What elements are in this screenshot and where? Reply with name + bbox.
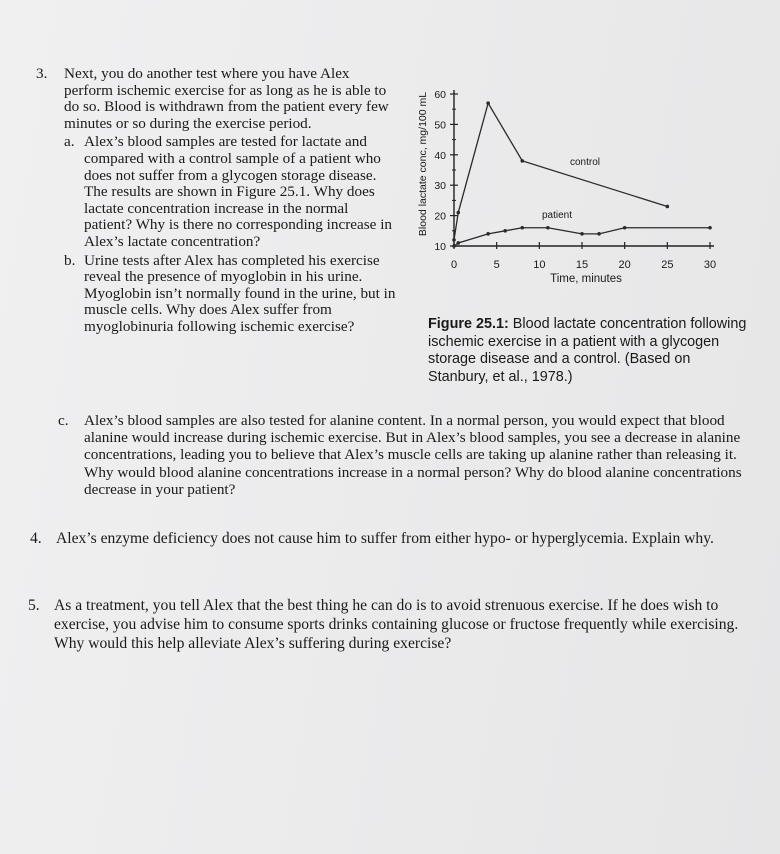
question-3c-label: c. (58, 412, 69, 429)
question-3a-text: Alex’s blood samples are tested for lactate and compared with a control sample of a patient who does not suffer from a glycogen storage disease. The results are shown in Figure 25.1. Why does lactate concentration increase in the normal patient? Why is there no corresponding increase in Alex’s lactate concentration? (84, 133, 393, 250)
lactate-chart (410, 76, 740, 296)
x-tick-label: 20 (618, 259, 631, 271)
question-4-number: 4. (30, 530, 42, 547)
data-point-patient (452, 244, 456, 248)
question-4-text: Alex’s enzyme deficiency does not cause him to suffer from either hypo- or hyperglycemia. Explain why. (56, 530, 714, 547)
data-point-patient (623, 226, 627, 230)
question-3a-label: a. (64, 133, 75, 151)
data-point-patient (486, 232, 490, 236)
data-point-patient (456, 241, 460, 245)
question-3b (36, 253, 396, 336)
question-3a (36, 134, 396, 250)
data-point-patient (520, 226, 524, 230)
figure-caption (428, 316, 748, 386)
question-5 (28, 596, 758, 653)
data-point-patient (580, 232, 584, 236)
data-point-control (486, 101, 490, 105)
question-3b-text: Urine tests after Alex has completed his exercise reveal the presence of myoglobin in his urine. Myoglobin isn’t normally found in the urine, but in muscle cells. Why does Alex suffer from myoglobinuria following ischemic exercise? (84, 251, 396, 335)
data-point-control (456, 211, 460, 215)
x-tick-label: 10 (533, 259, 546, 271)
figure-caption-label: Figure 25.1: (428, 316, 509, 332)
question-3 (36, 66, 396, 336)
question-3b-label: b. (64, 251, 76, 269)
data-point-control (452, 238, 456, 242)
x-tick-label: 5 (493, 259, 500, 271)
question-4 (30, 530, 750, 548)
data-point-control (666, 205, 670, 209)
question-3-text: Next, you do another test where you have Alex perform ischemic exercise for as long as he is able to do so. Blood is withdrawn from the patient every few minutes or so during the exercise period. (64, 65, 389, 132)
question-3c-text: Alex’s blood samples are also tested for alanine content. In a normal person, you would expect that blood alanine would increase during ischemic exercise. But in Alex’s blood samples, you see a decrease in alanine concentrations, leading you to believe that Alex’s muscle cells are taking up alanine rather than releasing it. Why would blood alanine concentrations increase in a normal person? Why do blood alanine concentrations decrease in your patient? (84, 412, 742, 498)
y-tick-label: 40 (434, 149, 446, 162)
y-tick-label: 50 (434, 119, 446, 132)
question-5-number: 5. (28, 597, 40, 614)
question-3c (58, 412, 748, 498)
data-point-control (520, 159, 524, 163)
data-point-patient (503, 229, 507, 233)
y-tick-label: 10 (434, 241, 446, 253)
figure-caption-text: Blood lactate concentration following ischemic exercise in a patient with a glycogen storage disease and a control. (Based on Stanbury, et al., 1978.) (428, 316, 747, 385)
x-tick-label: 30 (703, 259, 717, 271)
x-axis-label: Time, minutes (550, 273, 622, 285)
data-point-patient (546, 226, 550, 230)
y-tick-label: 30 (434, 180, 446, 193)
question-5-text: As a treatment, you tell Alex that the best thing he can do is to avoid strenuous exercise. If he does wish to exercise, you advise him to consume sports drinks containing glucose or fructose frequently while exercising. Why would this help alleviate Alex’s suffering during exercise? (54, 597, 739, 652)
y-tick-label: 60 (434, 89, 446, 101)
series-label-control: control (570, 157, 601, 168)
data-point-patient (708, 226, 712, 230)
x-tick-label: 25 (661, 259, 674, 271)
y-tick-label: 20 (434, 210, 446, 223)
question-3-number: 3. (36, 65, 48, 82)
y-axis-label: Blood lactate conc, mg/100 mL (417, 91, 429, 237)
series-label-patient: patient (542, 210, 573, 221)
data-point-patient (597, 232, 601, 236)
x-tick-label: 0 (450, 259, 458, 271)
x-tick-label: 15 (575, 259, 589, 271)
